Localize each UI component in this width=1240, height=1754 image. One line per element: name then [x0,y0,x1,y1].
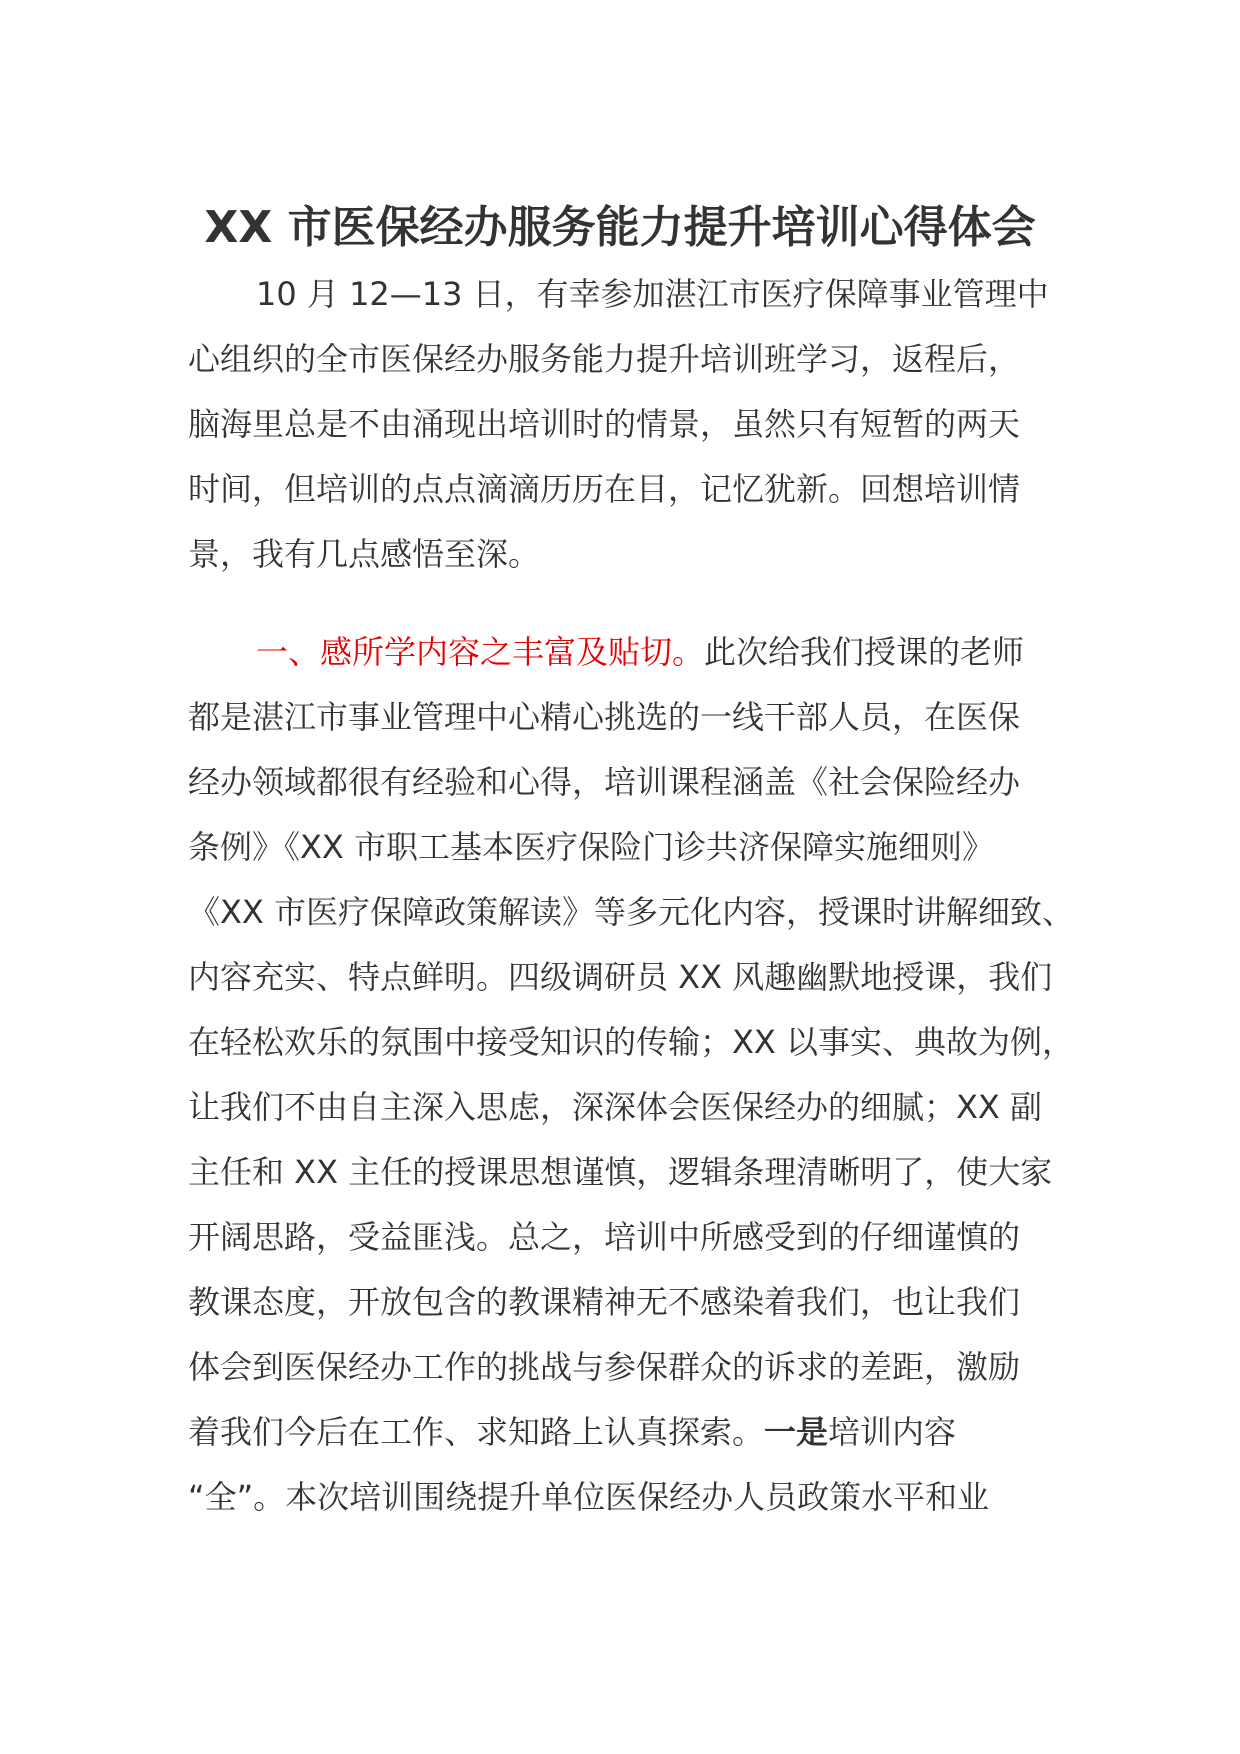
text-span: 培训内容 [828,1413,957,1451]
bold-marker: 一是 [764,1413,829,1451]
text-line [188,1400,1088,1465]
text-line: 在轻松欢乐的氛围中接受知识的传输；XX 以事实、典故为例， [188,1023,1075,1061]
text-line: 10 月 12—13 日，有幸参加湛江市医疗保障事业管理中 [256,275,1049,313]
text-line: 开阔思路，受益匪浅。总之，培训中所感受到的仔细谨慎的 [188,1218,1021,1256]
document-title: XX 市医保经办服务能力提升培训心得体会 [204,202,1036,253]
text-line: 教课态度，开放包含的教课精神无不感染着我们，也让我们 [188,1283,1021,1321]
text-line: 时间，但培训的点点滴滴历历在目，记忆犹新。回想培训情 [188,470,1021,508]
paragraph-intro [188,262,1088,587]
text-line: 体会到医保经办工作的挑战与参保群众的诉求的差距，激励 [188,1348,1021,1386]
text-line: 条例》《XX 市职工基本医疗保险门诊共济保障实施细则》 [188,828,995,866]
text-line: “全”。本次培训围绕提升单位医保经办人员政策水平和业 [188,1478,990,1516]
text-line: 《XX 市医疗保障政策解读》等多元化内容，授课时讲解细致、 [188,893,1075,931]
text-line: 让我们不由自主深入思虑，深深体会医保经办的细腻；XX 副 [188,1088,1043,1126]
text-line: 脑海里总是不由涌现出培训时的情景，虽然只有短暂的两天 [188,405,1021,443]
section-heading: 一、感所学内容之丰富及贴切。 [256,633,705,671]
text-span: 此次给我们授课的老师 [704,633,1025,671]
text-line: 主任和 XX 主任的授课思想谨慎，逻辑条理清晰明了，使大家 [188,1153,1053,1191]
text-line: 心组织的全市医保经办服务能力提升培训班学习，返程后， [188,340,1021,378]
text-line: 经办领域都很有经验和心得，培训课程涵盖《社会保险经办 [188,763,1021,801]
text-line: 内容充实、特点鲜明。四级调研员 XX 风趣幽默地授课，我们 [188,958,1053,996]
paragraph-section-one [188,620,1088,1530]
text-line: 都是湛江市事业管理中心精心挑选的一线干部人员，在医保 [188,698,1021,736]
text-span: 着我们今后在工作、求知路上认真探索。 [188,1413,765,1451]
text-line [188,620,1088,685]
text-line: 景，我有几点感悟至深。 [188,535,541,573]
